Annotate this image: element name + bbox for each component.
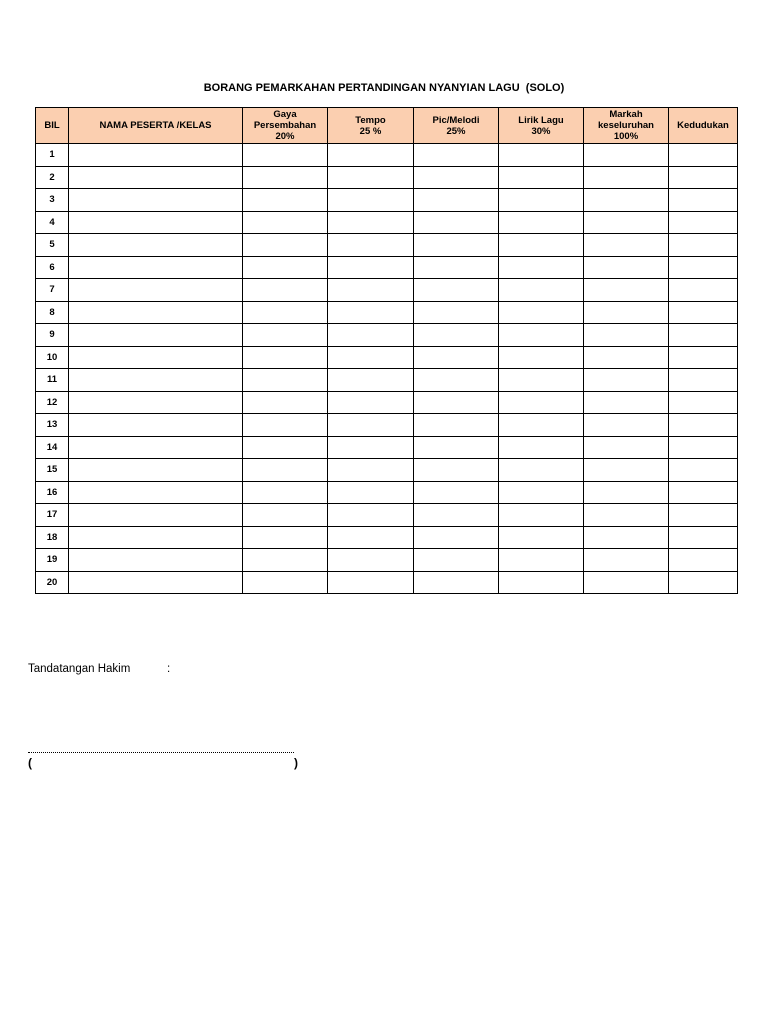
table-row: [36, 549, 738, 572]
nama-cell: [69, 166, 243, 189]
markah-cell: [584, 189, 669, 212]
tempo-cell: [328, 526, 414, 549]
header-tempo: Tempo 25 %: [328, 108, 414, 144]
markah-cell: [584, 504, 669, 527]
nama-cell: [69, 414, 243, 437]
lirik-cell: [499, 256, 584, 279]
nama-cell: [69, 256, 243, 279]
table-row: [36, 346, 738, 369]
kedudukan-cell: [669, 436, 738, 459]
pic-cell: [414, 526, 499, 549]
nama-cell: [69, 346, 243, 369]
header-row: [36, 108, 738, 144]
row-number: 7: [36, 279, 69, 302]
pic-cell: [414, 571, 499, 594]
row-number: 12: [36, 391, 69, 414]
gaya-cell: [243, 166, 328, 189]
lirik-cell: [499, 549, 584, 572]
kedudukan-cell: [669, 279, 738, 302]
tempo-cell: [328, 369, 414, 392]
markah-cell: [584, 414, 669, 437]
kedudukan-cell: [669, 301, 738, 324]
name-open-paren: (: [28, 756, 32, 770]
tempo-cell: [328, 549, 414, 572]
markah-cell: [584, 279, 669, 302]
row-number: 14: [36, 436, 69, 459]
nama-cell: [69, 504, 243, 527]
pic-cell: [414, 549, 499, 572]
lirik-cell: [499, 459, 584, 482]
lirik-cell: [499, 189, 584, 212]
table-row: [36, 504, 738, 527]
gaya-cell: [243, 526, 328, 549]
table-row: [36, 211, 738, 234]
kedudukan-cell: [669, 166, 738, 189]
kedudukan-cell: [669, 549, 738, 572]
gaya-cell: [243, 279, 328, 302]
row-number: 2: [36, 166, 69, 189]
gaya-cell: [243, 144, 328, 167]
table-row: [36, 481, 738, 504]
header-gaya-persembahan: Gaya Persembahan 20%: [243, 108, 328, 144]
pic-cell: [414, 256, 499, 279]
tempo-cell: [328, 166, 414, 189]
nama-cell: [69, 549, 243, 572]
markah-cell: [584, 256, 669, 279]
table-row: [36, 459, 738, 482]
row-number: 10: [36, 346, 69, 369]
kedudukan-cell: [669, 189, 738, 212]
kedudukan-cell: [669, 414, 738, 437]
pic-cell: [414, 234, 499, 257]
pic-cell: [414, 189, 499, 212]
header-nama-peserta: NAMA PESERTA /KELAS: [69, 108, 243, 144]
pic-cell: [414, 391, 499, 414]
markah-cell: [584, 301, 669, 324]
row-number: 19: [36, 549, 69, 572]
lirik-cell: [499, 436, 584, 459]
pic-cell: [414, 436, 499, 459]
markah-cell: [584, 549, 669, 572]
signature-label: Tandatangan Hakim: [28, 663, 131, 675]
pic-cell: [414, 414, 499, 437]
kedudukan-cell: [669, 324, 738, 347]
pic-cell: [414, 481, 499, 504]
gaya-cell: [243, 436, 328, 459]
row-number: 15: [36, 459, 69, 482]
lirik-cell: [499, 504, 584, 527]
markah-cell: [584, 481, 669, 504]
row-number: 1: [36, 144, 69, 167]
row-number: 9: [36, 324, 69, 347]
header-lirik-lagu: Lirik Lagu 30%: [499, 108, 584, 144]
row-number: 5: [36, 234, 69, 257]
tempo-cell: [328, 504, 414, 527]
nama-cell: [69, 436, 243, 459]
gaya-cell: [243, 211, 328, 234]
kedudukan-cell: [669, 256, 738, 279]
pic-cell: [414, 369, 499, 392]
tempo-cell: [328, 324, 414, 347]
pic-cell: [414, 279, 499, 302]
pic-cell: [414, 211, 499, 234]
table-row: [36, 279, 738, 302]
markah-cell: [584, 571, 669, 594]
lirik-cell: [499, 301, 584, 324]
markah-cell: [584, 234, 669, 257]
lirik-cell: [499, 391, 584, 414]
row-number: 11: [36, 369, 69, 392]
header-markah-keseluruhan: Markah keseluruhan 100%: [584, 108, 669, 144]
signature-colon: :: [167, 663, 171, 675]
markah-cell: [584, 369, 669, 392]
nama-cell: [69, 301, 243, 324]
tempo-cell: [328, 144, 414, 167]
gaya-cell: [243, 301, 328, 324]
nama-cell: [69, 481, 243, 504]
signature-line: [28, 748, 294, 753]
gaya-cell: [243, 414, 328, 437]
lirik-cell: [499, 526, 584, 549]
tempo-cell: [328, 414, 414, 437]
gaya-cell: [243, 324, 328, 347]
lirik-cell: [499, 346, 584, 369]
nama-cell: [69, 571, 243, 594]
tempo-cell: [328, 301, 414, 324]
tempo-cell: [328, 436, 414, 459]
tempo-cell: [328, 211, 414, 234]
row-number: 13: [36, 414, 69, 437]
table-row: [36, 234, 738, 257]
gaya-cell: [243, 549, 328, 572]
pic-cell: [414, 459, 499, 482]
kedudukan-cell: [669, 369, 738, 392]
name-close-paren: ): [294, 756, 298, 770]
lirik-cell: [499, 279, 584, 302]
pic-cell: [414, 346, 499, 369]
lirik-cell: [499, 414, 584, 437]
gaya-cell: [243, 234, 328, 257]
kedudukan-cell: [669, 391, 738, 414]
row-number: 16: [36, 481, 69, 504]
markah-cell: [584, 211, 669, 234]
pic-cell: [414, 324, 499, 347]
table-row: [36, 256, 738, 279]
row-number: 4: [36, 211, 69, 234]
nama-cell: [69, 279, 243, 302]
header-kedudukan: Kedudukan: [669, 108, 738, 144]
markah-cell: [584, 526, 669, 549]
gaya-cell: [243, 189, 328, 212]
nama-cell: [69, 324, 243, 347]
kedudukan-cell: [669, 504, 738, 527]
pic-cell: [414, 144, 499, 167]
row-number: 17: [36, 504, 69, 527]
gaya-cell: [243, 391, 328, 414]
table-row: [36, 571, 738, 594]
markah-cell: [584, 459, 669, 482]
table-row: [36, 301, 738, 324]
row-number: 8: [36, 301, 69, 324]
row-number: 20: [36, 571, 69, 594]
tempo-cell: [328, 481, 414, 504]
table-row: [36, 414, 738, 437]
tempo-cell: [328, 256, 414, 279]
kedudukan-cell: [669, 481, 738, 504]
pic-cell: [414, 504, 499, 527]
lirik-cell: [499, 369, 584, 392]
tempo-cell: [328, 459, 414, 482]
table-row: [36, 324, 738, 347]
markah-cell: [584, 346, 669, 369]
table-row: [36, 391, 738, 414]
lirik-cell: [499, 324, 584, 347]
markah-cell: [584, 391, 669, 414]
kedudukan-cell: [669, 144, 738, 167]
header-bil: BIL: [36, 108, 69, 144]
gaya-cell: [243, 481, 328, 504]
table-row: [36, 436, 738, 459]
nama-cell: [69, 526, 243, 549]
nama-cell: [69, 391, 243, 414]
markah-cell: [584, 324, 669, 347]
nama-cell: [69, 211, 243, 234]
gaya-cell: [243, 346, 328, 369]
tempo-cell: [328, 234, 414, 257]
lirik-cell: [499, 211, 584, 234]
nama-cell: [69, 144, 243, 167]
pic-cell: [414, 166, 499, 189]
table-row: [36, 189, 738, 212]
kedudukan-cell: [669, 346, 738, 369]
table-row: [36, 166, 738, 189]
row-number: 6: [36, 256, 69, 279]
kedudukan-cell: [669, 571, 738, 594]
kedudukan-cell: [669, 234, 738, 257]
table-row: [36, 144, 738, 167]
kedudukan-cell: [669, 211, 738, 234]
form-title: BORANG PEMARKAHAN PERTANDINGAN NYANYIAN LAGU (SOLO): [203, 82, 565, 94]
table-row: [36, 526, 738, 549]
row-number: 3: [36, 189, 69, 212]
gaya-cell: [243, 504, 328, 527]
gaya-cell: [243, 459, 328, 482]
nama-cell: [69, 189, 243, 212]
tempo-cell: [328, 391, 414, 414]
nama-cell: [69, 234, 243, 257]
tempo-cell: [328, 571, 414, 594]
lirik-cell: [499, 144, 584, 167]
tempo-cell: [328, 189, 414, 212]
lirik-cell: [499, 571, 584, 594]
table-row: [36, 369, 738, 392]
tempo-cell: [328, 279, 414, 302]
header-pic-melodi: Pic/Melodi 25%: [414, 108, 499, 144]
kedudukan-cell: [669, 459, 738, 482]
gaya-cell: [243, 256, 328, 279]
lirik-cell: [499, 166, 584, 189]
tempo-cell: [328, 346, 414, 369]
markah-cell: [584, 144, 669, 167]
markah-cell: [584, 436, 669, 459]
lirik-cell: [499, 234, 584, 257]
gaya-cell: [243, 571, 328, 594]
nama-cell: [69, 459, 243, 482]
nama-cell: [69, 369, 243, 392]
gaya-cell: [243, 369, 328, 392]
kedudukan-cell: [669, 526, 738, 549]
lirik-cell: [499, 481, 584, 504]
pic-cell: [414, 301, 499, 324]
markah-cell: [584, 166, 669, 189]
scoring-table: [35, 107, 738, 594]
row-number: 18: [36, 526, 69, 549]
